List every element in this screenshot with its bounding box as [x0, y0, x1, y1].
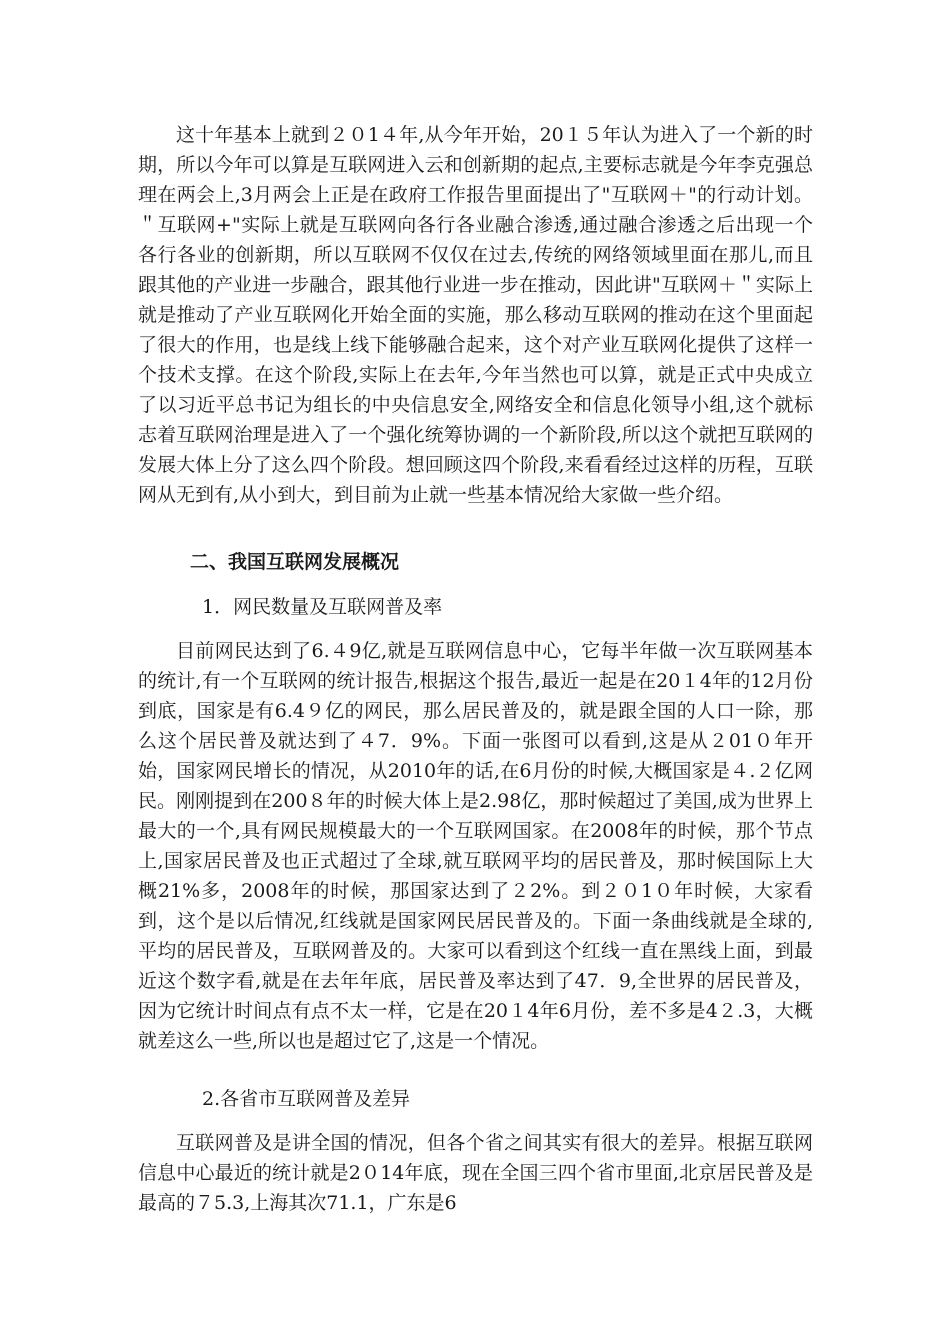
body-paragraph-3: 互联网普及是讲全国的情况，但各个省之间其实有很大的差异。根据互联网信息中心最近的统计就是2０14年底，现在全国三四个省市里面,北京居民普及是最高的７5.3,上海其次71.1，广东是6 — [138, 1132, 813, 1214]
section-heading: 二、我国互联网发展概况 — [190, 551, 400, 573]
body-paragraph-2: 目前网民达到了6.４9亿,就是互联网信息中心，它每半年做一次互联网基本的统计,有一个互联网的统计报告,根据这个报告,最近一起是在20１4年的12月份到底，国家是有6.4９亿的网民，那么居民普及的，就是跟全国的人口一除，那么这个居民普及就达到了４7．9%。下面一张图可以看到,这是从２01０年开始，国家网民增长的情况，从2010年的话,在6月份的时候,大概国家是４.２亿网民。刚刚提到在200８年的时候大体上是2.98亿，那时候超过了美国,成为世界上最大的一个,具有网民规模最大的一个互联网国家。在2008年的时候，那个节点上,国家居民普及也正式超过了全球,就互联网平均的居民普及，那时候国际上大概21%多，2008年的时候，那国家达到了２2%。到２０1０年时候，大家看到，这个是以后情况,红线就是国家网民居民普及的。下面一条曲线就是全球的,平均的居民普及，互联网普及的。大家可以看到这个红线一直在黑线上面，到最近这个数字看,就是在去年年底，居民普及率达到了47．9,全世界的居民普及，因为它统计时间点有点不太一样，它是在20１4年6月份，差不多是4２.3，大概就差这么一些,所以也是超过它了,这是一个情况。 — [138, 640, 813, 1052]
body-paragraph-1: 这十年基本上就到２０1４年,从今年开始，20１５年认为进入了一个新的时期，所以今年可以算是互联网进入云和创新期的起点,主要标志就是今年李克强总理在两会上,3月两会上正是在政府工作报告里面提出了"互联网＋"的行动计划。＂互联网+"实际上就是互联网向各行各业融合渗透,通过融合渗透之后出现一个各行各业的创新期，所以互联网不仅仅在过去,传统的网络领域里面在那儿,而且跟其他的产业进一步融合，跟其他行业进一步在推动，因此讲"互联网＋＂实际上就是推动了产业互联网化开始全面的实施，那么移动互联网的推动在这个里面起了很大的作用，也是线上线下能够融合起来，这个对产业互联网化提供了这样一个技术支撑。在这个阶段,实际上在去年,今年当然也可以算，就是正式中央成立了以习近平总书记为组长的中央信息安全,网络安全和信息化领导小组,这个就标志着互联网治理是进入了一个强化统筹协调的一个新阶段,所以这个就把互联网的发展大体上分了这么四个阶段。想回顾这四个阶段,来看看经过这样的历程，互联网从无到有,从小到大，到目前为止就一些基本情况给大家做一些介绍。 — [138, 124, 813, 506]
subsection-heading-2: 2.各省市互联网普及差异 — [202, 1088, 411, 1110]
subsection-heading-1: 1．网民数量及互联网普及率 — [202, 596, 443, 618]
